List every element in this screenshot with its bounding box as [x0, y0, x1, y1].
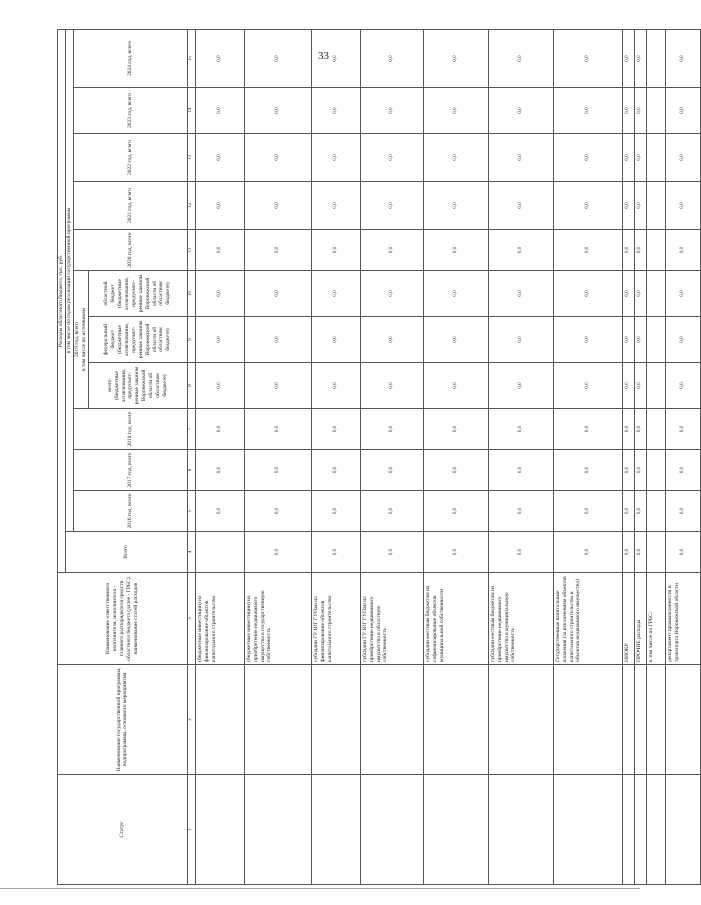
value-cell: 0,0 [665, 532, 700, 573]
value-cell: 0,0 [634, 134, 646, 182]
column-number: 4 [187, 532, 195, 573]
status-cell [244, 775, 311, 885]
expense-item-name: субсидии местным бюджетам на софинансирование объектов муниципальной собственности [423, 573, 488, 665]
value-cell: 0,0 [665, 271, 700, 317]
value-cell: 0,0 [553, 317, 622, 363]
table-row [488, 29, 553, 884]
value-cell: 0,0 [488, 363, 553, 409]
value-cell: 0,0 [634, 491, 646, 532]
value-cell: 0,0 [244, 182, 311, 230]
hdr-2024: 2024 год, всего [74, 29, 188, 87]
hdr-2019-group-label: 2019 год, всего [74, 321, 80, 358]
expense-item-name: (бюджетные инвестиции) на приобретение недвижимого имущества в государственную собственность [244, 573, 311, 665]
value-cell: 0,0 [360, 317, 423, 363]
value-cell: 0,0 [360, 363, 423, 409]
table-body [195, 29, 700, 884]
value-cell: 0,0 [311, 29, 360, 87]
page-number: 33 [318, 50, 329, 62]
program-cell [195, 665, 244, 775]
column-number: 10 [187, 271, 195, 317]
value-cell: 0,0 [423, 317, 488, 363]
value-cell: 0,0 [423, 88, 488, 134]
value-cell: 0,0 [360, 134, 423, 182]
value-cell [646, 29, 665, 87]
column-number: 14 [187, 88, 195, 134]
value-cell: 0,0 [244, 491, 311, 532]
table-row [311, 29, 360, 884]
value-cell: 0,0 [195, 230, 244, 271]
program-cell [488, 665, 553, 775]
value-cell: 0,0 [244, 363, 311, 409]
value-cell: 0,0 [360, 29, 423, 87]
table-row [195, 29, 244, 884]
table-row [423, 29, 488, 884]
value-cell: 0,0 [360, 182, 423, 230]
column-number: 2 [187, 665, 195, 775]
value-cell: 0,0 [665, 363, 700, 409]
hdr-status: Статус [58, 775, 188, 885]
value-cell: 0,0 [360, 491, 423, 532]
value-cell: 0,0 [423, 363, 488, 409]
hdr-2020: 2020 год, всего [74, 230, 188, 271]
table-row [634, 29, 646, 884]
value-cell: 0,0 [622, 182, 634, 230]
value-cell: 0,0 [665, 134, 700, 182]
table-row [622, 29, 634, 884]
value-cell: 0,0 [423, 532, 488, 573]
hdr-total: Всего [66, 532, 188, 573]
value-cell: 0,0 [622, 409, 634, 450]
column-number: 3 [187, 573, 195, 665]
value-cell: 0,0 [622, 134, 634, 182]
value-cell: 0,0 [244, 134, 311, 182]
status-cell [665, 775, 700, 885]
value-cell: 0,0 [665, 29, 700, 87]
value-cell: 0,0 [244, 409, 311, 450]
value-cell: 0,0 [634, 317, 646, 363]
value-cell: 0,0 [244, 88, 311, 134]
value-cell: 0,0 [553, 363, 622, 409]
value-cell [646, 317, 665, 363]
value-cell: 0,0 [488, 29, 553, 87]
value-cell: 0,0 [622, 29, 634, 87]
column-number: 13 [187, 134, 195, 182]
value-cell: 0,0 [488, 88, 553, 134]
value-cell: 0,0 [634, 450, 646, 491]
value-cell [646, 450, 665, 491]
hdr-2016: 2016 год, всего [74, 491, 188, 532]
value-cell: 0,0 [488, 450, 553, 491]
value-cell: 0,0 [553, 230, 622, 271]
value-cell: 0,0 [622, 450, 634, 491]
status-cell [488, 775, 553, 885]
value-cell: 0,0 [622, 271, 634, 317]
value-cell: 0,0 [195, 271, 244, 317]
value-cell: 0,0 [488, 317, 553, 363]
value-cell: 0,0 [423, 29, 488, 87]
value-cell: 0,0 [244, 230, 311, 271]
expense-item-name: субсидии ГУ ЮГ ГУПам на финансирование объектов капитального строительства [311, 573, 360, 665]
value-cell: 0,0 [195, 491, 244, 532]
value-cell: 0,0 [311, 450, 360, 491]
expense-item-name: НИОКР [622, 573, 634, 665]
value-cell [646, 88, 665, 134]
value-cell: 0,0 [665, 182, 700, 230]
column-number: 6 [187, 450, 195, 491]
value-cell: 0,0 [665, 230, 700, 271]
hdr-2022: 2022 год, всего [74, 134, 188, 182]
value-cell: 0,0 [665, 88, 700, 134]
expense-item-name: ПРОЧИЕ расходы [634, 573, 646, 665]
value-cell: 0,0 [311, 409, 360, 450]
scan-edge-line [0, 888, 640, 889]
program-cell [646, 665, 665, 775]
hdr-2019-group [74, 271, 89, 409]
status-cell [423, 775, 488, 885]
column-number: 1 [187, 775, 195, 885]
column-number-row [187, 29, 195, 884]
status-cell [360, 775, 423, 885]
value-cell: 0,0 [311, 363, 360, 409]
value-cell: 0,0 [553, 29, 622, 87]
expense-item-name: (бюджетные инвестиции) на финансирование объектов капитального строительства [195, 573, 244, 665]
value-cell [195, 532, 244, 573]
expense-item-name: в том числе по ГРБС: [646, 573, 665, 665]
table-row [665, 29, 700, 884]
value-cell: 0,0 [311, 532, 360, 573]
column-number: 15 [187, 29, 195, 87]
value-cell: 0,0 [423, 491, 488, 532]
value-cell: 0,0 [423, 182, 488, 230]
value-cell: 0,0 [311, 88, 360, 134]
hdr-2021: 2021 год, всего [74, 182, 188, 230]
value-cell: 0,0 [553, 491, 622, 532]
hdr-2023: 2023 год, всего [74, 88, 188, 134]
table-row [553, 29, 622, 884]
column-number: 7 [187, 409, 195, 450]
value-cell: 0,0 [311, 271, 360, 317]
hdr-program-name: Наименование государственной программы, подпрограммы, основного мероприятия [58, 665, 188, 775]
hdr-2018: 2018 год, всего [74, 409, 188, 450]
value-cell: 0,0 [195, 88, 244, 134]
value-cell: 0,0 [622, 317, 634, 363]
value-cell: 0,0 [553, 134, 622, 182]
value-cell [646, 271, 665, 317]
expense-item-name: Государственные капитальные вложения (за исключением объектов капитального строительства и объектов недвижимого имущества) [553, 573, 622, 665]
hdr-2017: 2017 год, всего [74, 450, 188, 491]
value-cell: 0,0 [634, 532, 646, 573]
value-cell [646, 182, 665, 230]
value-cell: 0,0 [665, 450, 700, 491]
rotated-table-container [57, 40, 685, 885]
value-cell: 0,0 [360, 230, 423, 271]
value-cell: 0,0 [665, 317, 700, 363]
value-cell: 0,0 [488, 230, 553, 271]
value-cell: 0,0 [488, 409, 553, 450]
value-cell: 0,0 [195, 29, 244, 87]
value-cell: 0,0 [195, 409, 244, 450]
column-number: 5 [187, 491, 195, 532]
value-cell: 0,0 [423, 230, 488, 271]
value-cell: 0,0 [360, 409, 423, 450]
value-cell: 0,0 [488, 491, 553, 532]
value-cell: 0,0 [311, 491, 360, 532]
hdr-caption: Расходы областного бюджета, тыс. руб. [58, 29, 66, 572]
program-cell [244, 665, 311, 775]
value-cell [646, 230, 665, 271]
column-number: 8 [187, 363, 195, 409]
value-cell: 0,0 [665, 409, 700, 450]
column-number: 12 [187, 182, 195, 230]
value-cell: 0,0 [195, 363, 244, 409]
status-cell [195, 775, 244, 885]
value-cell: 0,0 [488, 532, 553, 573]
value-cell: 0,0 [423, 450, 488, 491]
value-cell: 0,0 [634, 88, 646, 134]
value-cell: 0,0 [195, 450, 244, 491]
value-cell: 0,0 [195, 134, 244, 182]
expense-item-name: субсидии местным бюджетам на приобретение недвижимого имущества в муниципальную собственность [488, 573, 553, 665]
expense-item-name: департамент промышленности и транспорта Воронежской области [665, 573, 700, 665]
value-cell: 0,0 [553, 271, 622, 317]
value-cell: 0,0 [244, 532, 311, 573]
value-cell [646, 409, 665, 450]
status-cell [646, 775, 665, 885]
program-cell [360, 665, 423, 775]
value-cell: 0,0 [488, 182, 553, 230]
value-cell: 0,0 [244, 29, 311, 87]
value-cell: 0,0 [665, 491, 700, 532]
table-row [360, 29, 423, 884]
value-cell: 0,0 [311, 134, 360, 182]
value-cell: 0,0 [634, 363, 646, 409]
value-cell: 0,0 [244, 271, 311, 317]
value-cell: 0,0 [311, 182, 360, 230]
hdr-2019-federal: федеральный бюджет (бюджетные ассигнования, предусмот-ренные законом Воронежской области об областном бюджете) [88, 317, 187, 363]
value-cell: 0,0 [488, 134, 553, 182]
hdr-2019-total: всего (бюджетные ассигнования, предусмот-ренные законом Воронежской области об областном бюджете) [88, 363, 187, 409]
value-cell: 0,0 [553, 182, 622, 230]
program-cell [665, 665, 700, 775]
value-cell: 0,0 [622, 491, 634, 532]
program-cell [423, 665, 488, 775]
value-cell: 0,0 [423, 134, 488, 182]
value-cell: 0,0 [311, 230, 360, 271]
hdr-executor: Наименование ответственного исполнителя, исполнителя - главного распорядителя средств областного бюджета (далее - ГРБС), наименование статей расходов [58, 573, 188, 665]
value-cell: 0,0 [634, 182, 646, 230]
value-cell: 0,0 [311, 317, 360, 363]
status-cell [622, 775, 634, 885]
value-cell: 0,0 [244, 317, 311, 363]
value-cell: 0,0 [622, 532, 634, 573]
value-cell: 0,0 [360, 271, 423, 317]
value-cell: 0,0 [423, 271, 488, 317]
value-cell: 0,0 [244, 450, 311, 491]
value-cell: 0,0 [634, 29, 646, 87]
value-cell: 0,0 [634, 409, 646, 450]
hdr-2019-regional: областной бюджет (бюджетные ассигнования, предусмот-ренные законом Воронежской области об областном бюджете) [88, 271, 187, 317]
column-number: 11 [187, 230, 195, 271]
value-cell: 0,0 [360, 450, 423, 491]
table-row [244, 29, 311, 884]
value-cell: 0,0 [622, 230, 634, 271]
column-number: 9 [187, 317, 195, 363]
value-cell: 0,0 [360, 88, 423, 134]
value-cell: 0,0 [553, 88, 622, 134]
hdr-2019-sources-label: в том числе по источникам [80, 307, 87, 372]
value-cell: 0,0 [423, 409, 488, 450]
value-cell: 0,0 [195, 317, 244, 363]
value-cell [646, 532, 665, 573]
value-cell: 0,0 [488, 271, 553, 317]
program-cell [622, 665, 634, 775]
value-cell: 0,0 [553, 532, 622, 573]
expense-item-name: субсидии ГУ ЮГ ГУПам на приобретение недвижимого имущества в областную собственность [360, 573, 423, 665]
value-cell [646, 134, 665, 182]
value-cell: 0,0 [360, 532, 423, 573]
program-cell [634, 665, 646, 775]
table-row [646, 29, 665, 884]
value-cell: 0,0 [634, 271, 646, 317]
status-cell [634, 775, 646, 885]
value-cell: 0,0 [622, 88, 634, 134]
value-cell: 0,0 [553, 450, 622, 491]
status-cell [311, 775, 360, 885]
value-cell: 0,0 [622, 363, 634, 409]
program-cell [311, 665, 360, 775]
caption-row [58, 29, 66, 884]
value-cell: 0,0 [553, 409, 622, 450]
value-cell: 0,0 [634, 230, 646, 271]
budget-table [57, 29, 701, 885]
value-cell: 0,0 [195, 182, 244, 230]
hdr-caption-sub: в том числе по годам реализации государственной программы [66, 29, 74, 531]
value-cell [646, 491, 665, 532]
program-cell [553, 665, 622, 775]
status-cell [553, 775, 622, 885]
value-cell [646, 363, 665, 409]
